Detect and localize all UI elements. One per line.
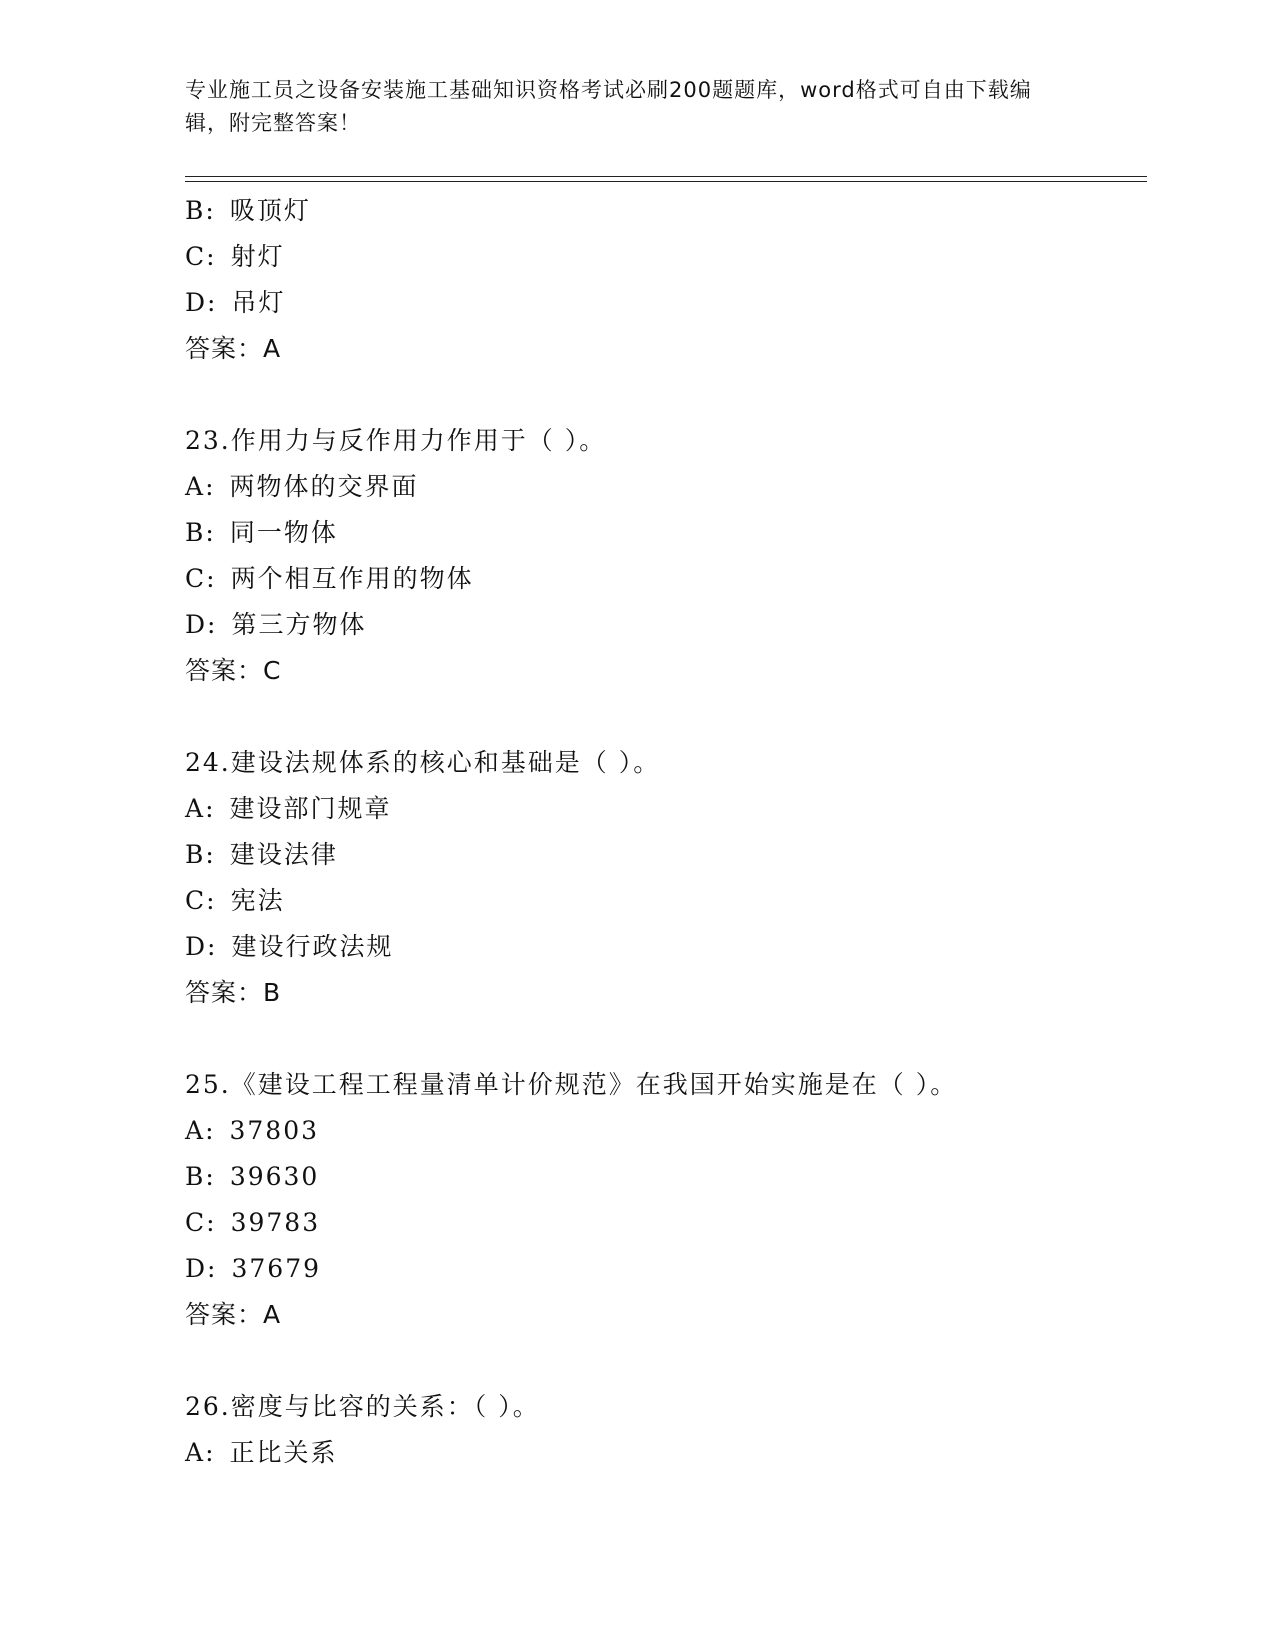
option-c: C: 两个相互作用的物体 <box>185 564 474 593</box>
answer: 答案：A <box>185 1300 282 1329</box>
question-stem: 23.作用力与反作用力作用于（ ）。 <box>185 426 607 455</box>
option-d: D: 37679 <box>185 1254 322 1283</box>
option-b: B: 建设法律 <box>185 840 338 869</box>
answer: 答案：C <box>185 656 282 685</box>
option-b: B: 39630 <box>185 1162 320 1191</box>
option-a: A: 37803 <box>185 1116 320 1145</box>
answer: 答案：B <box>185 978 282 1007</box>
option-a: A: 建设部门规章 <box>185 794 392 823</box>
option-c: C: 39783 <box>185 1208 321 1237</box>
answer: 答案：A <box>185 334 282 363</box>
option-b: B: 同一物体 <box>185 518 338 547</box>
option-d: D: 建设行政法规 <box>185 932 394 961</box>
header-divider-bottom <box>185 181 1147 182</box>
option-a: A: 两物体的交界面 <box>185 472 419 501</box>
option-a: A: 正比关系 <box>185 1438 338 1467</box>
page-header <box>185 74 1065 140</box>
question-stem: 25.《建设工程工程量清单计价规范》在我国开始实施是在（ ）。 <box>185 1070 958 1099</box>
question-list <box>185 188 1145 1476</box>
header-divider-top <box>185 176 1147 177</box>
document-title: 专业施工员之设备安装施工基础知识资格考试必刷200题题库，word格式可自由下载编辑，附完整答案！ <box>185 78 1032 135</box>
option-d: D: 吊灯 <box>185 288 286 317</box>
option-c: C: 射灯 <box>185 242 285 271</box>
question-stem: 24.建设法规体系的核心和基础是（ ）。 <box>185 748 661 777</box>
option-d: D: 第三方物体 <box>185 610 367 639</box>
option-c: C: 宪法 <box>185 886 285 915</box>
option-b: B: 吸顶灯 <box>185 196 311 225</box>
question-stem: 26.密度与比容的关系：（ ）。 <box>185 1392 540 1421</box>
